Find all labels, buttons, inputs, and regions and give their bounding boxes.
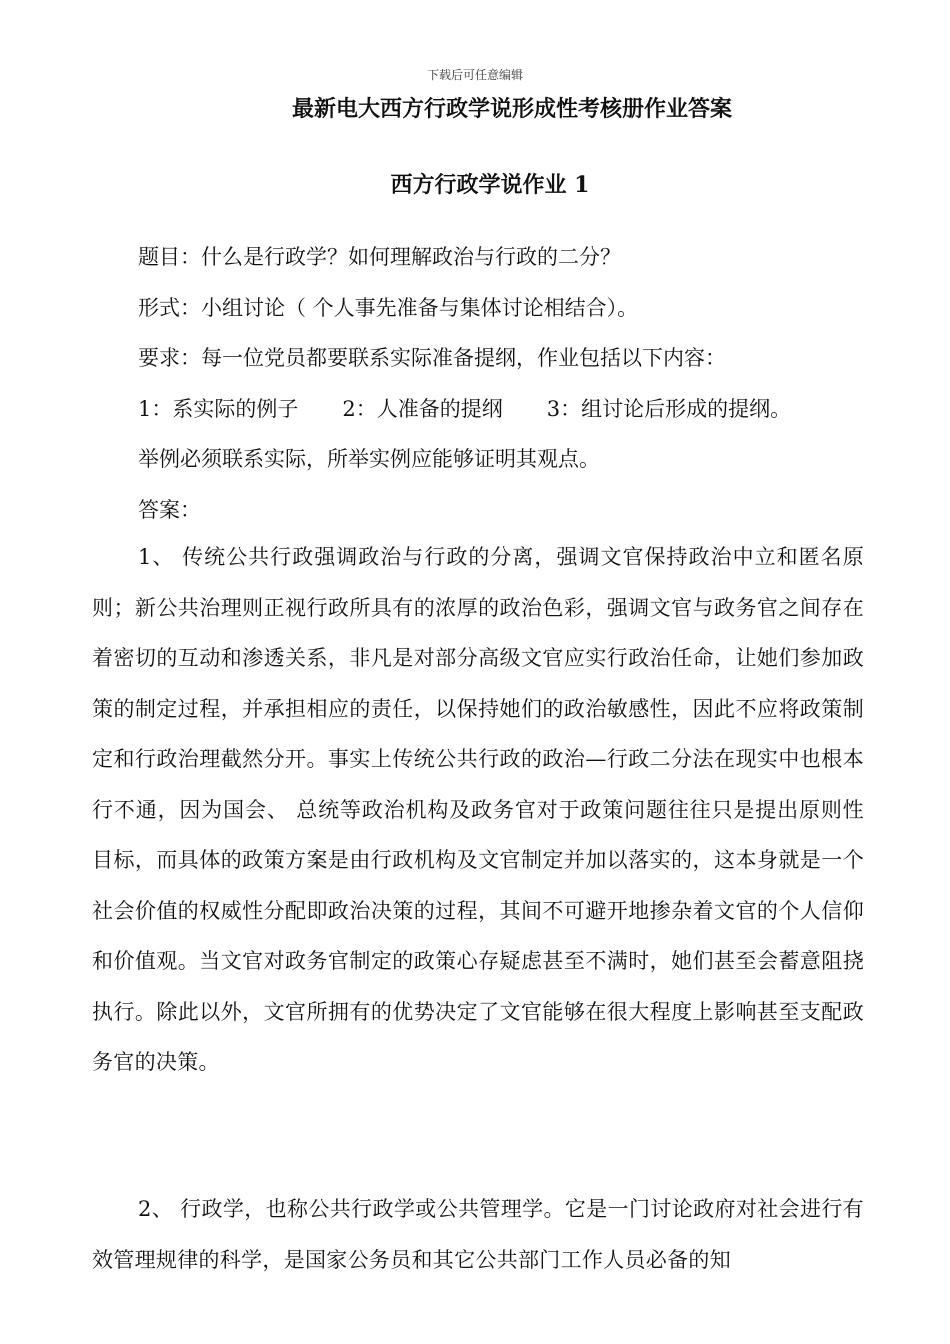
section-title: 西方行政学说作业 1 — [390, 172, 590, 198]
topic-line: 题目：什么是行政学？如何理解政治与行政的二分？ — [138, 245, 621, 269]
part-2: 2：人准备的提纲 — [342, 396, 503, 421]
form-line: 形式：小组讨论（ 个人事先准备与集体讨论相结合）。 — [138, 295, 639, 320]
document-title: 最新电大西方行政学说形成性考核册作业答案 — [291, 96, 732, 122]
answer-1-paragraph: 1、 传统公共行政强调政治与行政的分离，强调文官保持政治中立和匿名原则；新公共治理则正视行政所具有的浓厚的政治色彩，强调文官与政务官之间存在着密切的互动和渗透关系，非凡是对部分高级文官应实行政治任命，让她们参加政策的制定过程，并承担相应的责任，以保持她们的政治敏感性，因此不应将政策制定和行政治理截然分开。事实上传统公共行政的政治—行政二分法在现实中也根本行不通，因为国会、 总统等政治机构及政务官对于政策问题往往只是提出原则性目标，而具体的政策方案是由行政机构及文官制定并加以落实的，这本身就是一个社会价值的权威性分配即政治决策的过程，其间不可避开地掺杂着文官的个人信仰和价值观。当文官对政务官制定的政策心存疑虑甚至不满时，她们甚至会蓄意阻挠执行。除此以外，文官所拥有的优势决定了文官能够在很大程度上影响甚至支配政务官的决策。 — [92, 545, 864, 1074]
part-1: 1：系实际的例子 — [138, 396, 299, 421]
assignment-intro — [92, 232, 864, 535]
answer-1-block — [92, 532, 864, 1088]
note-line: 举例必须联系实际，所举实例应能够证明其观点。 — [138, 447, 600, 471]
requirement-line: 要求：每一位党员都要联系实际准备提纲，作业包括以下内容： — [138, 346, 726, 370]
answer-2-block — [92, 1184, 864, 1285]
header-note: 下载后可任意编辑 — [426, 68, 523, 82]
answer-label: 答案： — [138, 497, 201, 522]
answer-2-paragraph: 2、 行政学，也称公共行政学或公共管理学。它是一门讨论政府对社会进行有效管理规律的科学，是国家公务员和其它公共部门工作人员必备的知 — [92, 1197, 864, 1272]
parts-line — [92, 384, 864, 435]
part-3: 3：组讨论后形成的提纲。 — [546, 396, 792, 421]
